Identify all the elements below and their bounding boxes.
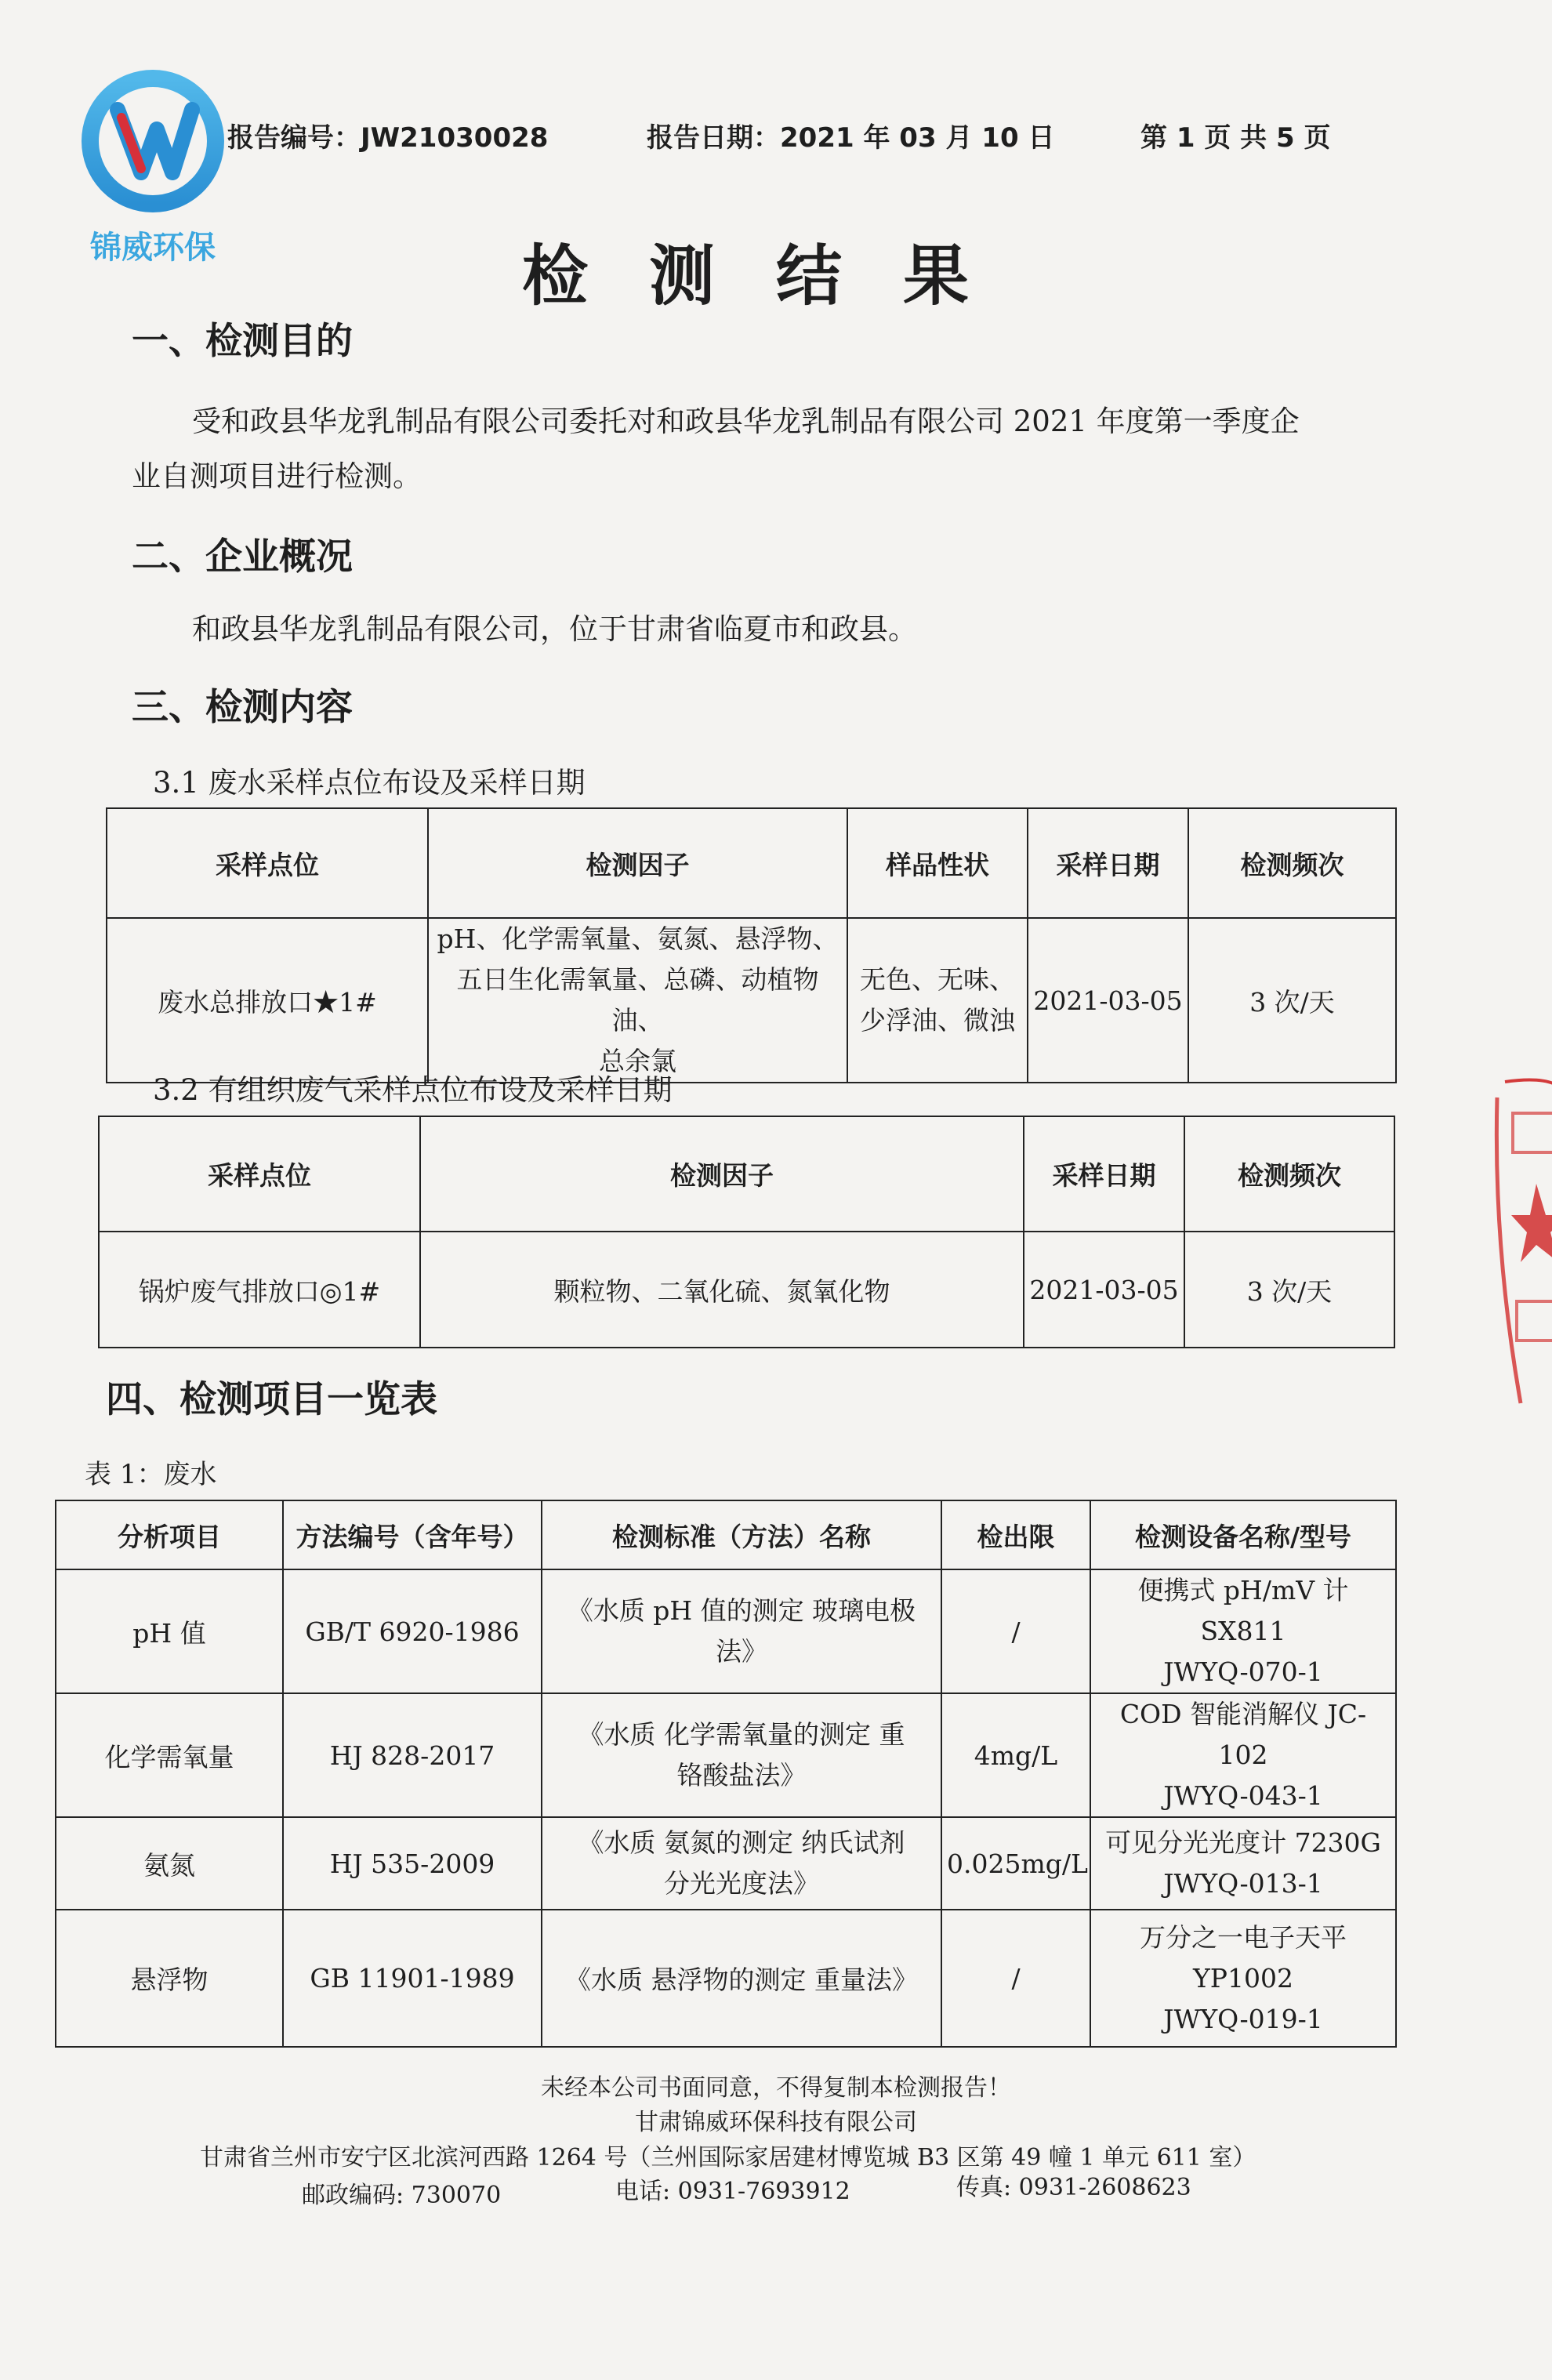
method-code: GB/T 6920-1986 — [283, 1569, 542, 1693]
test-factors-line: pH、化学需氧量、氨氮、悬浮物、 — [437, 923, 839, 954]
report-number: 报告编号：JW21030028 — [227, 122, 549, 154]
equipment — [1090, 1569, 1396, 1693]
section-1-heading: 一、检测目的 — [132, 320, 353, 363]
table-32-header: 检测因子 — [420, 1116, 1024, 1232]
sample-nature — [847, 918, 1028, 1083]
detection-limit: / — [941, 1910, 1090, 2047]
equipment-line: JWYQ-070-1 — [1163, 1656, 1323, 1687]
red-seal-stamp-icon — [1489, 1066, 1552, 1427]
table-1-header: 分析项目 — [56, 1500, 283, 1569]
equipment-line: JWYQ-043-1 — [1163, 1780, 1323, 1811]
standard-line: 《水质 化学需氧量的测定 重 — [578, 1719, 905, 1750]
section-4-heading: 四、检测项目一览表 — [106, 1378, 437, 1421]
standard-name — [542, 1817, 941, 1910]
detection-limit: 4mg/L — [941, 1693, 1090, 1817]
table-row — [99, 1232, 1394, 1348]
standard-line: 《水质 pH 值的测定 玻璃电极 — [567, 1595, 916, 1626]
company-name: 甘肃锦威环保科技有限公司 — [635, 2109, 917, 2136]
standard-name — [542, 1569, 941, 1693]
test-factors-line: 五日生化需氧量、总磷、动植物油、 — [456, 964, 819, 1036]
equipment-line: 万分之一电子天平 — [1140, 1921, 1347, 1953]
page-indicator: 第 1 页 共 5 页 — [1140, 122, 1331, 154]
table-32-header: 检测频次 — [1184, 1116, 1394, 1232]
table-row — [56, 1693, 1396, 1817]
sampling-point: 废水总排放口★1# — [107, 918, 428, 1083]
standard-line: 分光光度法》 — [664, 1868, 819, 1899]
table-32-caption: 3.2 有组织废气采样点位布设及采样日期 — [153, 1073, 673, 1107]
postcode: 邮政编码: 730070 — [302, 2182, 502, 2209]
method-code: HJ 828-2017 — [283, 1693, 542, 1817]
table-row — [56, 1817, 1396, 1910]
analysis-item: pH 值 — [56, 1569, 283, 1693]
analysis-item: 氨氮 — [56, 1817, 283, 1910]
sample-nature-line: 少浮油、微浊 — [860, 1005, 1015, 1036]
test-factors: 颗粒物、二氧化硫、氮氧化物 — [420, 1232, 1024, 1348]
table-1 — [55, 1500, 1397, 2048]
equipment-line: JWYQ-019-1 — [1163, 2003, 1323, 2034]
test-factors-line: 总余氯 — [599, 1046, 676, 1076]
method-code: HJ 535-2009 — [283, 1817, 542, 1910]
equipment-line: 可见分光光度计 7230G — [1105, 1827, 1381, 1858]
copy-notice: 未经本公司书面同意，不得复制本检测报告！ — [541, 2074, 1011, 2102]
equipment — [1090, 1910, 1396, 2047]
table-1-caption: 表 1：废水 — [85, 1459, 217, 1490]
standard-name: 《水质 悬浮物的测定 重量法》 — [542, 1910, 941, 2047]
equipment — [1090, 1693, 1396, 1817]
detection-limit: 0.025mg/L — [941, 1817, 1090, 1910]
sample-nature-line: 无色、无味、 — [860, 964, 1015, 995]
standard-line: 法》 — [716, 1636, 767, 1667]
table-32 — [98, 1116, 1395, 1348]
standard-line: 《水质 氨氮的测定 纳氏试剂 — [578, 1827, 905, 1858]
table-row — [56, 1910, 1396, 2047]
test-frequency: 3 次/天 — [1184, 1232, 1394, 1348]
section-3-heading: 三、检测内容 — [132, 686, 353, 729]
analysis-item: 化学需氧量 — [56, 1693, 283, 1817]
sampling-date: 2021-03-05 — [1028, 918, 1188, 1083]
analysis-item: 悬浮物 — [56, 1910, 283, 2047]
table-row — [107, 918, 1396, 1083]
table-1-header: 检出限 — [941, 1500, 1090, 1569]
report-date: 报告日期：2021 年 03 月 10 日 — [647, 122, 1055, 154]
section-1-text-line2: 业自测项目进行检测。 — [132, 459, 422, 493]
table-1-header: 方法编号（含年号） — [283, 1500, 542, 1569]
table-31-header: 采样点位 — [107, 808, 428, 918]
page-title: 检测结果 — [521, 237, 1030, 314]
table-31-caption: 3.1 废水采样点位布设及采样日期 — [153, 766, 586, 800]
equipment-line: YP1002 — [1193, 1962, 1293, 1994]
sampling-point: 锅炉废气排放口◎1# — [99, 1232, 420, 1348]
table-1-header: 检测标准（方法）名称 — [542, 1500, 941, 1569]
equipment-line: 便携式 pH/mV 计 SX811 — [1137, 1575, 1349, 1646]
table-32-header: 采样日期 — [1024, 1116, 1184, 1232]
detection-limit: / — [941, 1569, 1090, 1693]
equipment-line: JWYQ-013-1 — [1163, 1868, 1323, 1899]
jw-logo-icon — [74, 63, 231, 219]
table-32-header: 采样点位 — [99, 1116, 420, 1232]
test-frequency: 3 次/天 — [1188, 918, 1396, 1083]
fax: 传真: 0931-2608623 — [956, 2174, 1191, 2201]
section-1-text-line1: 受和政县华龙乳制品有限公司委托对和政县华龙乳制品有限公司 2021 年度第一季度企 — [192, 405, 1300, 438]
table-31-header: 采样日期 — [1028, 808, 1188, 918]
table-row — [56, 1569, 1396, 1693]
standard-name — [542, 1693, 941, 1817]
table-31-header: 检测频次 — [1188, 808, 1396, 918]
table-31-header: 样品性状 — [847, 808, 1028, 918]
table-1-header: 检测设备名称/型号 — [1090, 1500, 1396, 1569]
section-2-text: 和政县华龙乳制品有限公司，位于甘肃省临夏市和政县。 — [192, 612, 917, 646]
sampling-date: 2021-03-05 — [1024, 1232, 1184, 1348]
section-2-heading: 二、企业概况 — [132, 535, 353, 579]
company-address: 甘肃省兰州市安宁区北滨河西路 1264 号（兰州国际家居建材博览城 B3 区第 49 幢 1 单元 611 室） — [200, 2144, 1256, 2171]
standard-line: 铬酸盐法》 — [676, 1760, 807, 1790]
table-31-header: 检测因子 — [428, 808, 847, 918]
phone: 电话: 0931-7693912 — [615, 2178, 850, 2205]
method-code: GB 11901-1989 — [283, 1910, 542, 2047]
table-31 — [106, 807, 1397, 1083]
equipment-line: COD 智能消解仪 JC-102 — [1119, 1699, 1367, 1770]
equipment — [1090, 1817, 1396, 1910]
brand-name: 锦威环保 — [90, 230, 216, 266]
test-factors — [428, 918, 847, 1083]
